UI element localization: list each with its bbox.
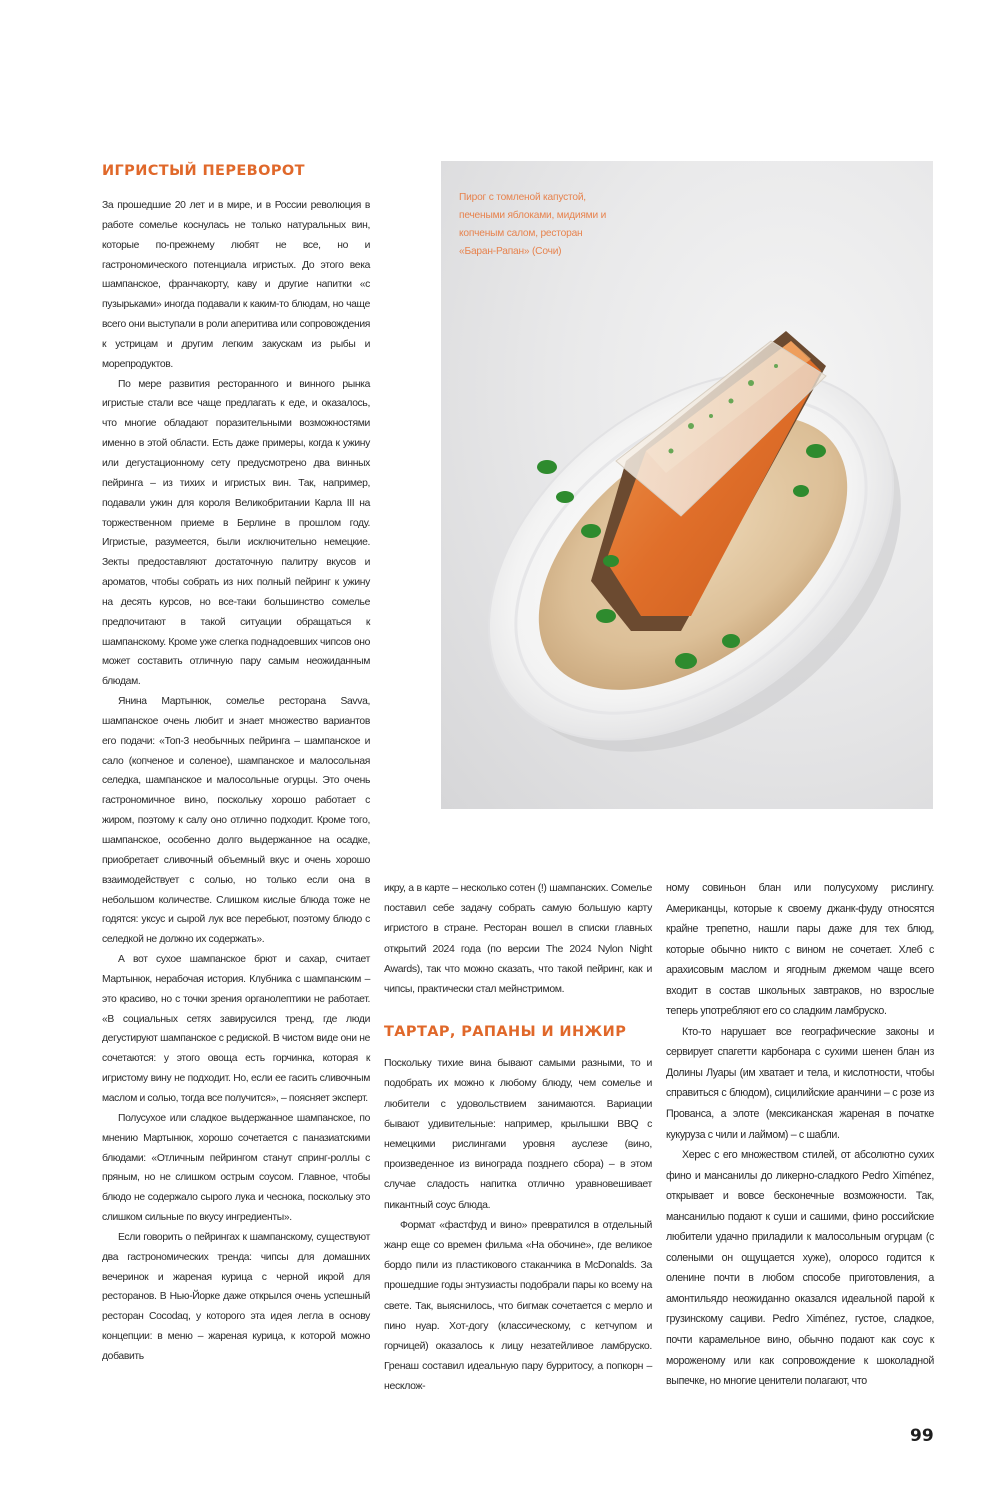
- paragraph: Кто-то нарушает все географические законы и сервирует спагетти карбонара с сухими шенен блан из Долины Луары (им хватает и тела, и кислотности, чтобы справиться с блюдом), сицилийские аранчини – с розе из Прованса, а элоте (мексиканская жареная в початке кукуруза с чили и лаймом) – с шабли.: [666, 1025, 934, 1141]
- photo-caption: Пирог с томленой капустой, печеными яблоками, мидиями и копченым салом, ресторан «Баран-Рапан» (Сочи): [459, 192, 607, 257]
- section-heading-sparkling: ИГРИСТЫЙ ПЕРЕВОРОТ: [102, 163, 305, 179]
- paragraph: икру, а в карте – несколько сотен (!) шампанских. Сомелье поставил себе задачу собрать самую большую карту игристого в стране. Ресторан вошел в списки главных открытий 2024 года (по версии The 2024 Nylon Night Awards), так что можно сказать, что такой пейринг, как и чипсы, практически стал мейнстримом.: [384, 882, 652, 996]
- paragraph: Формат «фастфуд и вино» превратился в отдельный жанр еще со времен фильма «На обочине», где великое бордо пили из пластикового стаканчика в McDonalds. За прошедшие годы энтузиасты подобрали пары ко всему на свете. Так, выяснилось, что бигмак сочетается с мерло и пино нуар. Хот-догу (классическому, с кетчупом и горчицей) оказалось к лицу незатейливое ламбруско. Гренаш составил идеальную пару бурритосу, а попкорн – несклож-: [384, 1218, 652, 1393]
- column-right: [666, 878, 934, 1392]
- section-heading-tartare: ТАРТАР, РАПАНЫ И ИНЖИР: [384, 1024, 627, 1041]
- column-left: [102, 160, 370, 1367]
- paragraph: Полусухое или сладкое выдержанное шампанское, по мнению Мартынюк, хорошо сочетается с паназиатскими блюдами: «Отличным пейрингом станут спринг-роллы с пряным, но не слишком острым соусом. Главное, чтобы блюдо не содержало сырого лука и чеснока, поскольку это слишком сильные по вкусу ингредиенты».: [102, 1112, 370, 1224]
- paragraph: А вот сухое шампанское брют и сахар, считает Мартынюк, нерабочая история. Клубника с шампанским – это красиво, но с точки зрения органолептики не работает. «В социальных сетях завирусился тренд, где люди дегустируют шампанское с редиской. В чистом виде они не сочетаются: у этого овоща есть горчинка, которая к игристому вину не подходит. Но, если ее гасить сливочным маслом и солью, тогда все получится», – поясняет эксперт.: [102, 954, 370, 1104]
- paragraph: Поскольку тихие вина бывают самыми разными, то и подобрать их можно к любому блюду, чем сомелье и любители с удовольствием занимаются. Вариации бывают удивительные: например, крылышки BBQ с немецкими рислингами уровня ауслезе (вино, произведенное из винограда позднего сбора) – в этом случае сладость напитка отлично уравновешивает пикантный соус блюда.: [384, 1057, 652, 1211]
- paragraph: По мере развития ресторанного и винного рынка игристые стали все чаще предлагать к еде, и оказалось, что многие обладают поразительными возможностями именно в этой области. Есть даже примеры, когда к ужину или дегустационному сету предусмотрено два винных пейринга – из тихих и игристых вин. Так, например, подавали ужин для короля Великобритании Карла III на торжественном приеме в Берлине в прошлом году. Игристые, разумеется, были исключительно немецкие. Зекты предоставляют достаточную палитру вкусов и ароматов, чтобы собрать из них полный пейринг к ужину на десять курсов, но все-таки большинство сомелье предпочитают в такой ситуации обращаться к шампанскому. Кроме уже слегка поднадоевших чипсов оно может составить отличную пару самым неожиданным блюдам.: [102, 378, 370, 688]
- paragraph: Если говорить о пейрингах к шампанскому, существуют два гастрономических тренда: чипсы для домашних вечеринок и жареная курица с черной икрой для ресторанов. В Нью-Йорке даже открылся очень успешный ресторан Cocodaq, у которого эта идея легла в основу концепции: в меню – жареная курица, к которой можно добавить: [102, 1231, 370, 1362]
- paragraph: ному совиньон блан или полусухому рислингу. Американцы, которые к своему джанк-фуду относятся крайне трепетно, нашли пары даже для тех блюд, которые обычно никто с вином не сочетает. Хлеб с арахисовым маслом и ягодным джемом чаще всего входит в состав школьных завтраков, но взрослые теперь употребляют его со сладким ламбруско.: [666, 882, 934, 1018]
- dish-photo: [441, 161, 933, 809]
- paragraph: За прошедшие 20 лет и в мире, и в России революция в работе сомелье коснулась не только натуральных вин, которые по-прежнему любят не все, но и гастрономического потенциала игристых. До этого века шампанское, франчакорту, каву и другие напитки «с пузырьками» иногда подавали к каким-то блюдам, но чаще всего они выступали в роли аперитива или сопровождения к устрицам и другим легким закускам из рыбы и морепродуктов.: [102, 200, 370, 370]
- paragraph: Янина Мартынюк, сомелье ресторана Savva, шампанское очень любит и знает множество вариантов его подачи: «Топ-3 необычных пейринга – шампанское и сало (копченое и соленое), шампанское и малосольная селедка, шампанское и малосольные огурцы. Это очень гастрономичное вино, поскольку хорошо работает с жиром, поэтому к салу оно отлично подходит. Кроме того, шампанское, особенно долго выдержанное на осадке, приобретает сливочный объемный вкус и очень хорошо взаимодействует с солью, но только если она в небольшом количестве. Слишком кислые блюда тоже не годятся: уксус и сырой лук все перебьют, поэтому блюдо с селедкой не должно их содержать».: [102, 696, 370, 946]
- paragraph: Херес с его множеством стилей, от абсолютно сухих фино и мансанилы до ликерно-сладкого Pedro Ximénez, открывает и вовсе бесконечные возможности. Так, мансанилью подают к суши и сашими, фино российские любители удачно приладили к малосольным огурцам (с солеными он ощущается хуже), олоросо годится к оленине почти в любом способе приготовления, а амонтильядо неожиданно оказался идеальной парой к грузинскому сациви. Pedro Ximénez, густое, сладкое, почти карамельное вино, обычно подают как соус к мороженому или как сопровождение к шоколадной выпечке, но многие ценители полагают, что: [666, 1149, 934, 1388]
- column-middle: [384, 878, 652, 1397]
- page-number: 99: [910, 1426, 934, 1446]
